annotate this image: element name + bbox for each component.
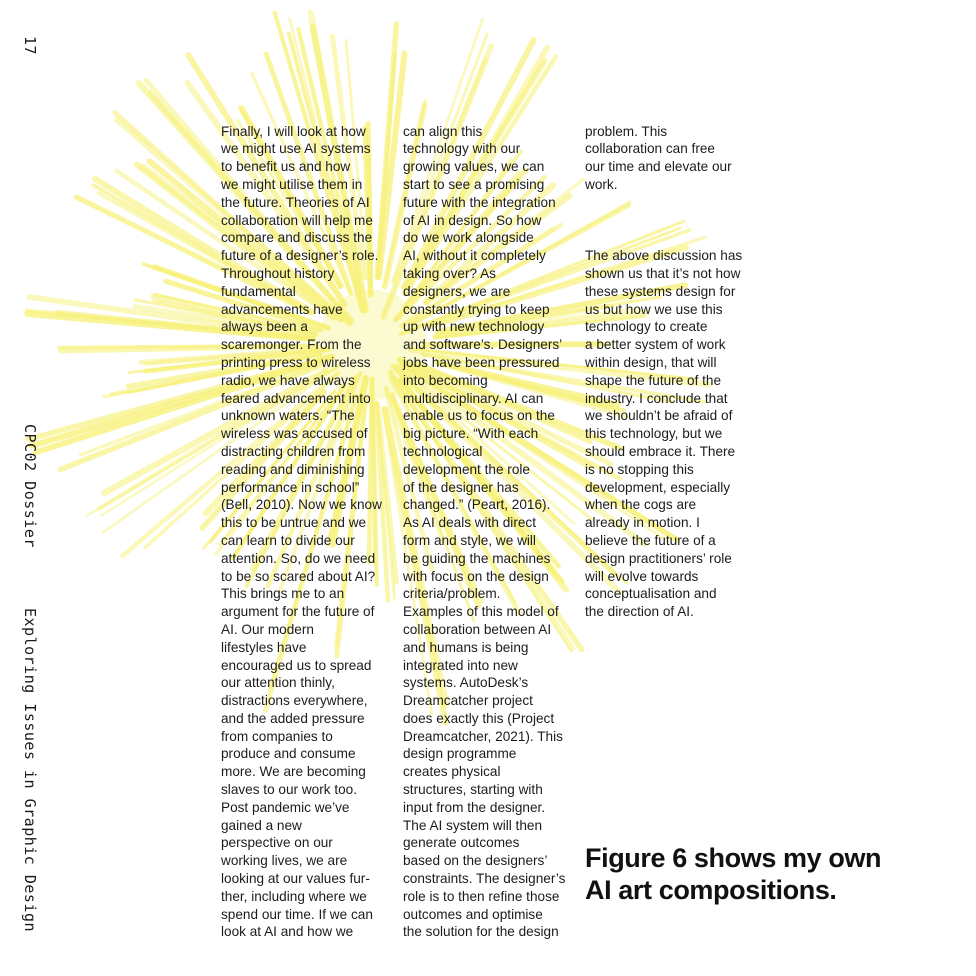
paragraph: problem. This collaboration can free our time and elevate our work.: [585, 123, 732, 192]
subject-title: Exploring Issues in Graphic Design: [21, 608, 39, 933]
text-column-2: [403, 87, 565, 976]
paragraph: can align this technology with our growing values, we can start to see a promising future with the integration of AI in design. So how do we work alongside AI, without it completely taking over? As designers, we are constantly trying to keep up with new technology and software’s. Designers’ jobs have been pressured into becoming multidisciplinary. AI can enable us to focus on the big picture. “With each technological development the role of the designer has changed.” (Peart, 2016). As AI deals with direct form and style, we will be guiding the machines with focus on the design criteria/problem. Examples of this model of collaboration between AI and humans is being integrated into new systems. AutoDesk’s Dreamcatcher project does exactly this (Project Dreamcatcher, 2021). This design programme creates physical structures, starting with input from the designer. The AI system will then generate outcomes based on the designers’ constraints. The designer’s role is to then refine those outcomes and optimise the solution for the design: [403, 123, 566, 940]
page-number: 17: [21, 36, 39, 56]
figure-caption: Figure 6 shows my own AI art compositions.: [585, 843, 882, 905]
paragraph: Finally, I will look at how we might use AI systems to benefit us and how we might utilise them in the future. Theories of AI collaboration will help me compare and discuss the future of a designer’s role. Throughout history fundamental advancements have always been a scaremonger. From the printing press to wireless radio, we have always feared advancement into unknown waters. “The wireless was accused of distracting children from reading and diminishing performance in school” (Bell, 2010). Now we know this to be untrue and we can learn to divide our attention. So, do we need to be so scared about AI? This brings me to an argument for the future of AI. Our modern lifestyles have encouraged us to spread our attention thinly, distractions everywhere, and the added pressure from companies to produce and consume more. We are becoming slaves to our work too. Post pandemic we’ve gained a new perspective on our working lives, we are looking at our values fur- ther, including where we spend our time. If we can look at AI and how we: [221, 123, 382, 940]
text-column-3: [585, 87, 742, 657]
paragraph: The above discussion has shown us that it’s not how these systems design for us but how we use this technology to create a better system of work within design, that will shape the future of the industry. I conclude that we shouldn’t be afraid of this technology, but we should embrace it. There is no stopping this development, especially when the cogs are already in motion. I believe the future of a design practitioners’ role will evolve towards conceptualisation and the direction of AI.: [585, 248, 743, 620]
series-title: CPC02 Dossier: [21, 424, 39, 548]
text-column-1: [221, 87, 382, 976]
